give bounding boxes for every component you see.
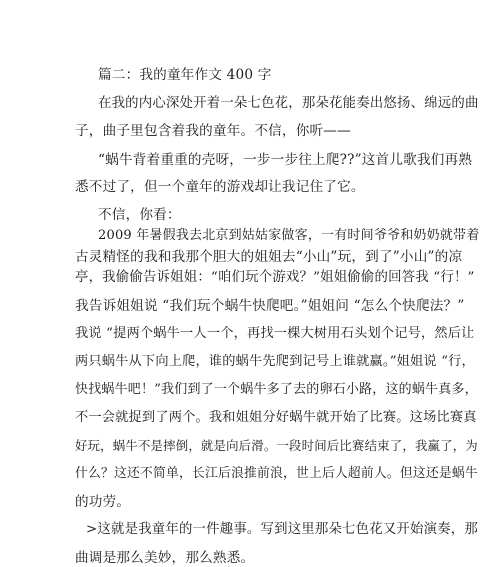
text-line: 古灵精怪的我和我那个胆大的姐姐去“小山”玩，到了”小山”的凉 bbox=[75, 249, 463, 265]
text-line: 亭，我偷偷告诉姐姐：“咱们玩个游戏？”姐姐偷偷的回答我 “行！” bbox=[75, 270, 475, 285]
text-line: 不信，你看： bbox=[98, 207, 181, 223]
essay-heading: 篇二：我的童年作文 400 字 bbox=[98, 67, 272, 83]
text-line: 好玩，蜗牛不是摔倒，就是向后滑。一段时间后比赛结束了，我赢了，为 bbox=[75, 438, 478, 453]
text-line: 在我的内心深处开着一朵七色花，那朵花能奏出悠扬、绵远的曲 bbox=[98, 96, 479, 111]
text-line: >这就是我童年的一件趣事。写到这里那朵七色花又开始演奏，那 bbox=[86, 522, 478, 537]
text-line: 快找蜗牛吧！”我们到了一个蜗牛多了去的卵石小路，这的蜗牛真多， bbox=[75, 382, 478, 397]
text-line: “蜗牛背着重重的壳呀，一步一步往上爬??”这首儿歌我们再熟 bbox=[98, 152, 473, 168]
text-line: 2009 年暑假我去北京到姑姑家做客，一有时间爷爷和奶奶就带着 bbox=[98, 228, 480, 243]
text-line: 两只蜗牛从下向上爬，谁的蜗牛先爬到记号上谁就赢。”姐姐说 “行， bbox=[75, 354, 475, 369]
text-line: 什么？这还不简单，长江后浪推前浪，世上后人超前人。但这还是蜗牛 bbox=[75, 466, 478, 481]
text-line: 悉不过了，但一个童年的游戏却让我记住了它。 bbox=[75, 179, 365, 195]
text-line: 不一会就捉到了两个。我和姐姐分好蜗牛就开始了比赛。这场比赛真 bbox=[75, 410, 477, 425]
text-line: 子，曲子里包含着我的童年。不信，你听—— bbox=[75, 123, 351, 139]
text-line: 曲调是那么美妙，那么熟悉。 bbox=[75, 550, 255, 566]
text-line: 我告诉姐姐说 “我们玩个蜗牛快爬吧。”姐姐问 “怎么个快爬法？” bbox=[75, 298, 465, 314]
text-line: 的功劳。 bbox=[75, 494, 131, 510]
text-line: 我说 “提两个蜗牛一人一个，再找一棵大树用石头划个记号，然后让 bbox=[75, 326, 475, 341]
